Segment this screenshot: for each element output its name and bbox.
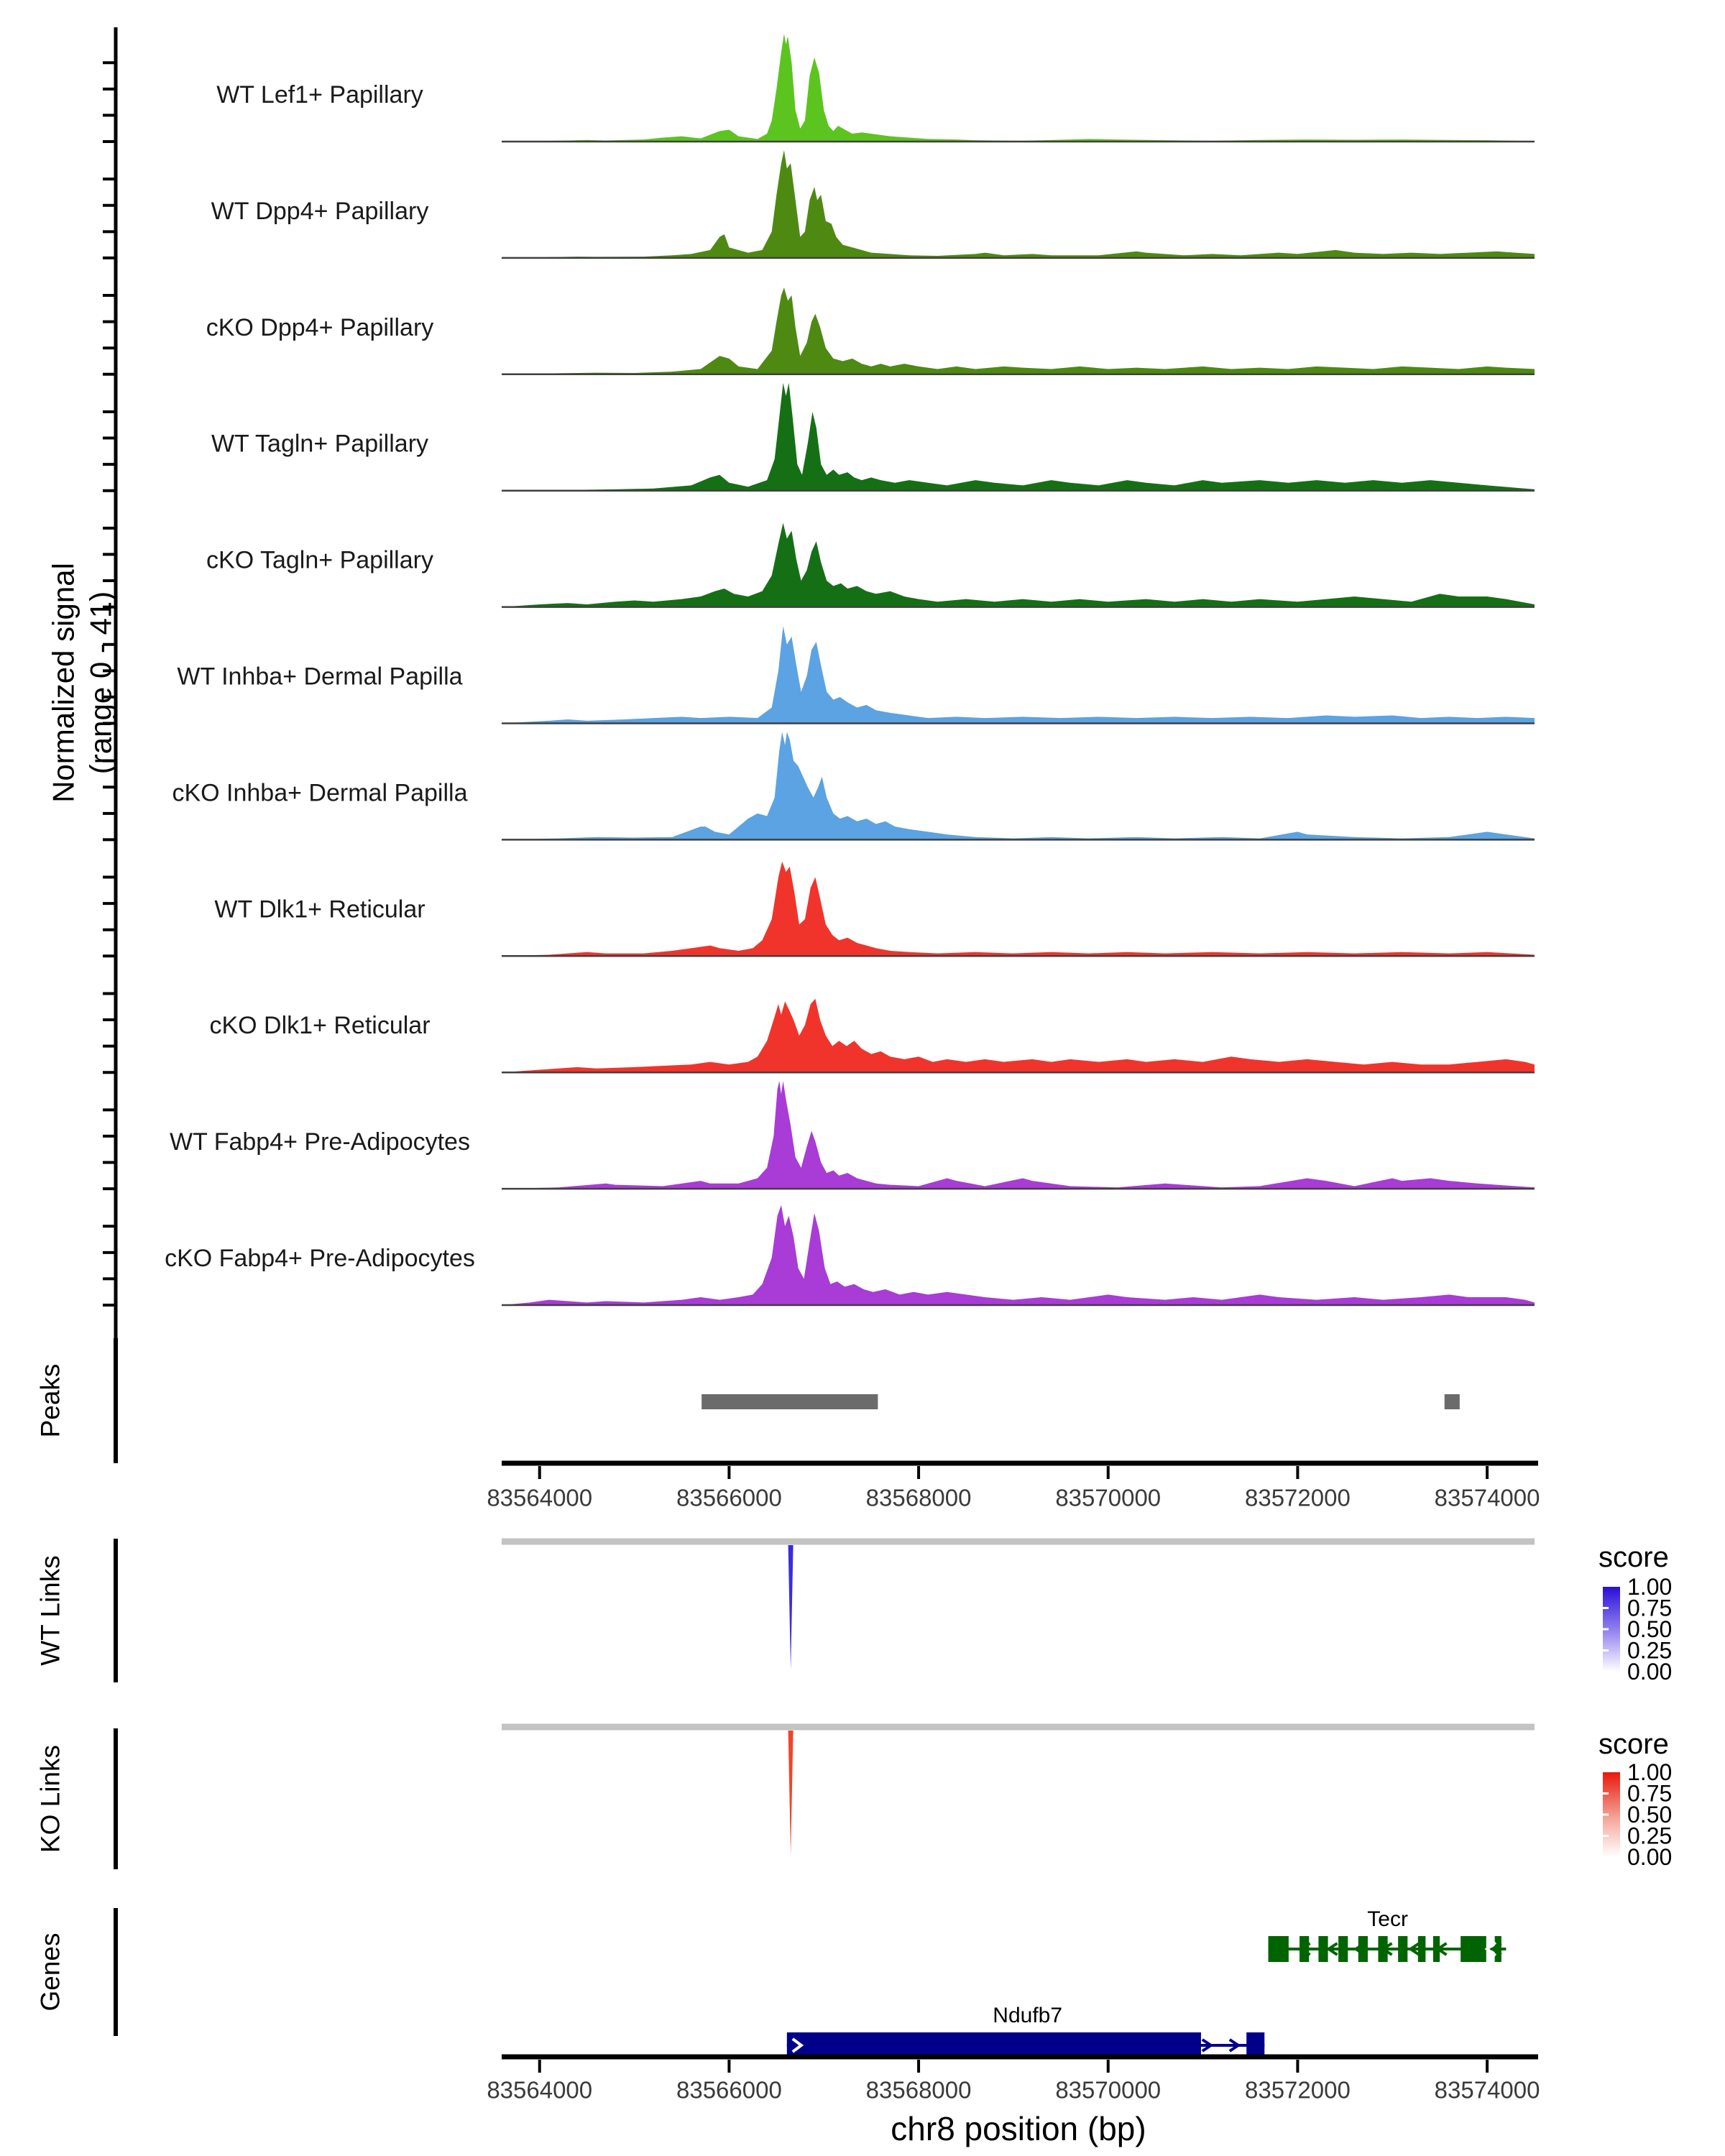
- genes-section: [36, 1907, 1506, 2058]
- ko-legend-title: score: [1598, 1728, 1669, 1760]
- wt-links-section: [36, 1539, 1673, 1685]
- x-tick-label: 83572000: [1244, 2076, 1351, 2104]
- x-tick-label: 83568000: [865, 2076, 972, 2104]
- track-signal-6: [502, 732, 1535, 839]
- x-tick-label: 83566000: [676, 2076, 782, 2104]
- peak-rect-0: [702, 1394, 878, 1409]
- ko-link-line: [788, 1731, 794, 1855]
- x-tick-label: 83568000: [865, 1484, 972, 1511]
- x-tick-label: 83574000: [1434, 2076, 1540, 2104]
- gene-exon-Tecr-4: [1358, 1936, 1368, 1962]
- gene-exon-Tecr-5: [1378, 1936, 1387, 1962]
- track-label-7: WT Dlk1+ Reticular: [214, 895, 426, 923]
- y-axis-title-line1: Normalized signal: [46, 563, 80, 803]
- gene-exon-Tecr-9: [1460, 1936, 1486, 1962]
- track-label-9: WT Fabp4+ Pre-Adipocytes: [170, 1128, 470, 1156]
- peaks-section: [36, 1338, 1460, 1463]
- track-label-5: WT Inhba+ Dermal Papilla: [177, 663, 463, 691]
- track-signal-8: [502, 999, 1535, 1072]
- track-label-4: cKO Tagln+ Papillary: [206, 546, 433, 574]
- track-signal-7: [502, 862, 1535, 957]
- peak-rect-1: [1445, 1394, 1460, 1409]
- track-signal-10: [502, 1205, 1535, 1305]
- x-tick-label: 83572000: [1244, 1484, 1351, 1511]
- wt-legend-label-000: 0.00: [1627, 1659, 1673, 1685]
- gene-label-Tecr: Tecr: [1367, 1907, 1408, 1931]
- wt-legend-title: score: [1598, 1542, 1669, 1573]
- track-signal-9: [502, 1081, 1535, 1189]
- ko-links-section: [36, 1727, 1673, 1870]
- track-signal-0: [502, 34, 1535, 142]
- track-label-0: WT Lef1+ Papillary: [216, 81, 423, 109]
- genes-section-label: Genes: [35, 1932, 65, 2012]
- x-axis-bottom-ticks: [487, 2060, 1540, 2104]
- ko-legend-label-025: 0.25: [1627, 1823, 1673, 1849]
- peak-rects: [702, 1394, 1460, 1409]
- signal-tracks: [165, 34, 1535, 1305]
- track-signal-1: [502, 150, 1535, 258]
- gene-exon-Tecr-6: [1398, 1936, 1407, 1962]
- x-tick-label: 83574000: [1434, 1484, 1540, 1511]
- track-signal-4: [502, 523, 1535, 607]
- x-tick-label: 83564000: [487, 2076, 593, 2104]
- gene-exon-Tecr-1: [1300, 1936, 1309, 1962]
- peaks-section-label: Peaks: [35, 1363, 65, 1438]
- wt-score-legend: [1598, 1542, 1672, 1685]
- gene-exon-Tecr-8: [1433, 1936, 1440, 1962]
- wt-link-line: [788, 1545, 794, 1669]
- ko-legend-label-100: 1.00: [1627, 1759, 1673, 1785]
- track-signal-3: [502, 383, 1535, 491]
- gene-exon-Tecr-0: [1269, 1936, 1289, 1962]
- x-axis-top-ticks: [487, 1466, 1540, 1511]
- wt-legend-label-025: 0.25: [1627, 1637, 1673, 1664]
- x-axis-top: [487, 1463, 1540, 1511]
- ko-score-legend: [1598, 1728, 1672, 1870]
- y-axis-title-line2: (range 0 - 41): [83, 591, 118, 775]
- gene-exon-Tecr-2: [1318, 1936, 1328, 1962]
- x-tick-label: 83570000: [1055, 2076, 1162, 2104]
- x-tick-label: 83564000: [487, 1484, 593, 1511]
- track-signal-2: [502, 287, 1535, 374]
- wt-links-section-label: WT Links: [35, 1555, 65, 1666]
- x-tick-label: 83570000: [1055, 1484, 1162, 1511]
- x-axis-bottom: [487, 2057, 1540, 2147]
- wt-legend-label-050: 0.50: [1627, 1616, 1673, 1642]
- gene-exon-Tecr-7: [1418, 1936, 1426, 1962]
- ko-legend-label-050: 0.50: [1627, 1802, 1673, 1828]
- track-label-2: cKO Dpp4+ Papillary: [206, 313, 434, 341]
- ko-legend-label-075: 0.75: [1627, 1780, 1673, 1807]
- track-label-8: cKO Dlk1+ Reticular: [209, 1012, 431, 1040]
- wt-legend-label-100: 1.00: [1627, 1574, 1673, 1600]
- gene-label-Ndufb7: Ndufb7: [993, 2004, 1063, 2027]
- track-label-6: cKO Inhba+ Dermal Papilla: [172, 779, 468, 807]
- track-signal-5: [502, 626, 1535, 723]
- gene-models: [787, 1907, 1506, 2058]
- ko-links-section-label: KO Links: [35, 1744, 65, 1853]
- x-tick-label: 83566000: [676, 1484, 782, 1511]
- track-label-1: WT Dpp4+ Papillary: [211, 197, 429, 225]
- track-label-10: cKO Fabp4+ Pre-Adipocytes: [165, 1245, 475, 1272]
- gene-exon-Tecr-10: [1495, 1936, 1501, 1962]
- track-label-3: WT Tagln+ Papillary: [211, 430, 429, 458]
- wt-legend-label-075: 0.75: [1627, 1595, 1673, 1621]
- ko-legend-label-000: 0.00: [1627, 1844, 1673, 1870]
- x-axis-title: chr8 position (bp): [891, 2110, 1146, 2147]
- gene-exon-Tecr-3: [1338, 1936, 1348, 1962]
